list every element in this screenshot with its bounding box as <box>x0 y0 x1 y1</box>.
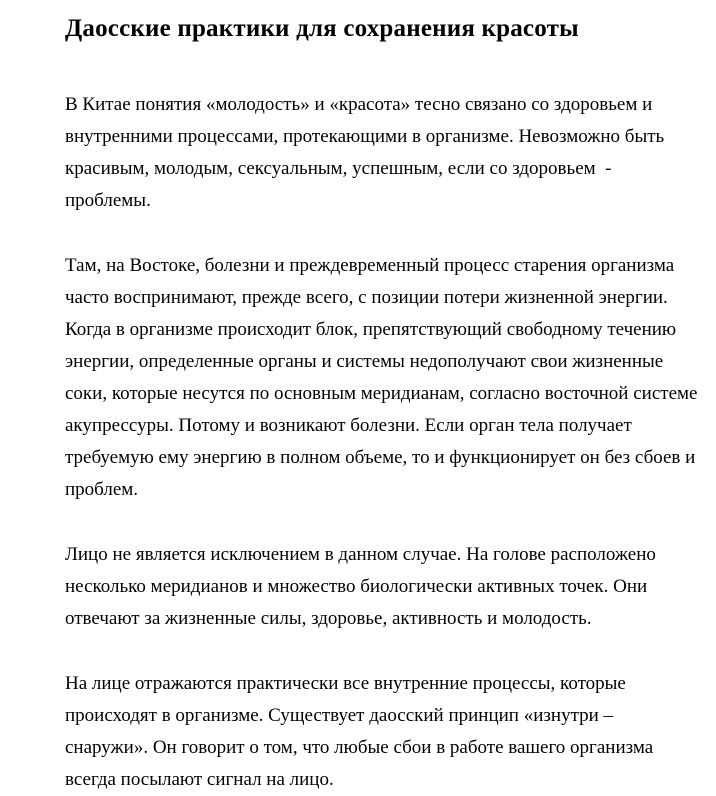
document-title: Даосские практики для сохранения красоты <box>65 15 579 42</box>
paragraph <box>65 539 688 635</box>
text-line: В Китае понятия «молодость» и «красота» тесно связано со здоровьем и <box>65 94 653 115</box>
text-line: проблемы. <box>65 190 151 211</box>
text-line: требуемую ему энергию в полном объеме, то и функционирует он без сбоев и <box>65 447 696 468</box>
text-line: внутренними процессами, протекающими в организме. Невозможно быть <box>65 126 665 147</box>
text-line: соки, которые несутся по основным меридианам, согласно восточной системе <box>65 383 698 404</box>
text-line: акупрессуры. Потому и возникают болезни. Если орган тела получает <box>65 415 632 436</box>
text-line: Когда в организме происходит блок, препятствующий свободному течению <box>65 319 677 340</box>
paragraph <box>65 668 688 796</box>
text-line: На лице отражаются практически все внутренние процессы, которые <box>65 673 626 694</box>
text-line: проблем. <box>65 479 139 500</box>
text-line: красивым, молодым, сексуальным, успешным, если со здоровьем - <box>65 158 612 179</box>
paragraph <box>65 89 688 217</box>
text-line: происходят в организме. Существует даосский принцип «изнутри – <box>65 705 614 726</box>
text-line: отвечают за жизненные силы, здоровье, активность и молодость. <box>65 608 592 629</box>
text-line: несколько меридианов и множество биологически активных точек. Они <box>65 576 648 597</box>
text-line: часто воспринимают, прежде всего, с позиции потери жизненной энергии. <box>65 287 668 308</box>
text-line: Лицо не является исключением в данном случае. На голове расположено <box>65 544 656 565</box>
text-line: снаружи». Он говорит о том, что любые сбои в работе вашего организма <box>65 737 654 758</box>
text-line: энергии, определенные органы и системы недополучают свои жизненные <box>65 351 664 372</box>
document-body <box>65 89 698 796</box>
paragraph <box>65 250 698 506</box>
text-line: Там, на Востоке, болезни и преждевременный процесс старения организма <box>65 255 675 276</box>
text-line: всегда посылают сигнал на лицо. <box>65 769 334 790</box>
